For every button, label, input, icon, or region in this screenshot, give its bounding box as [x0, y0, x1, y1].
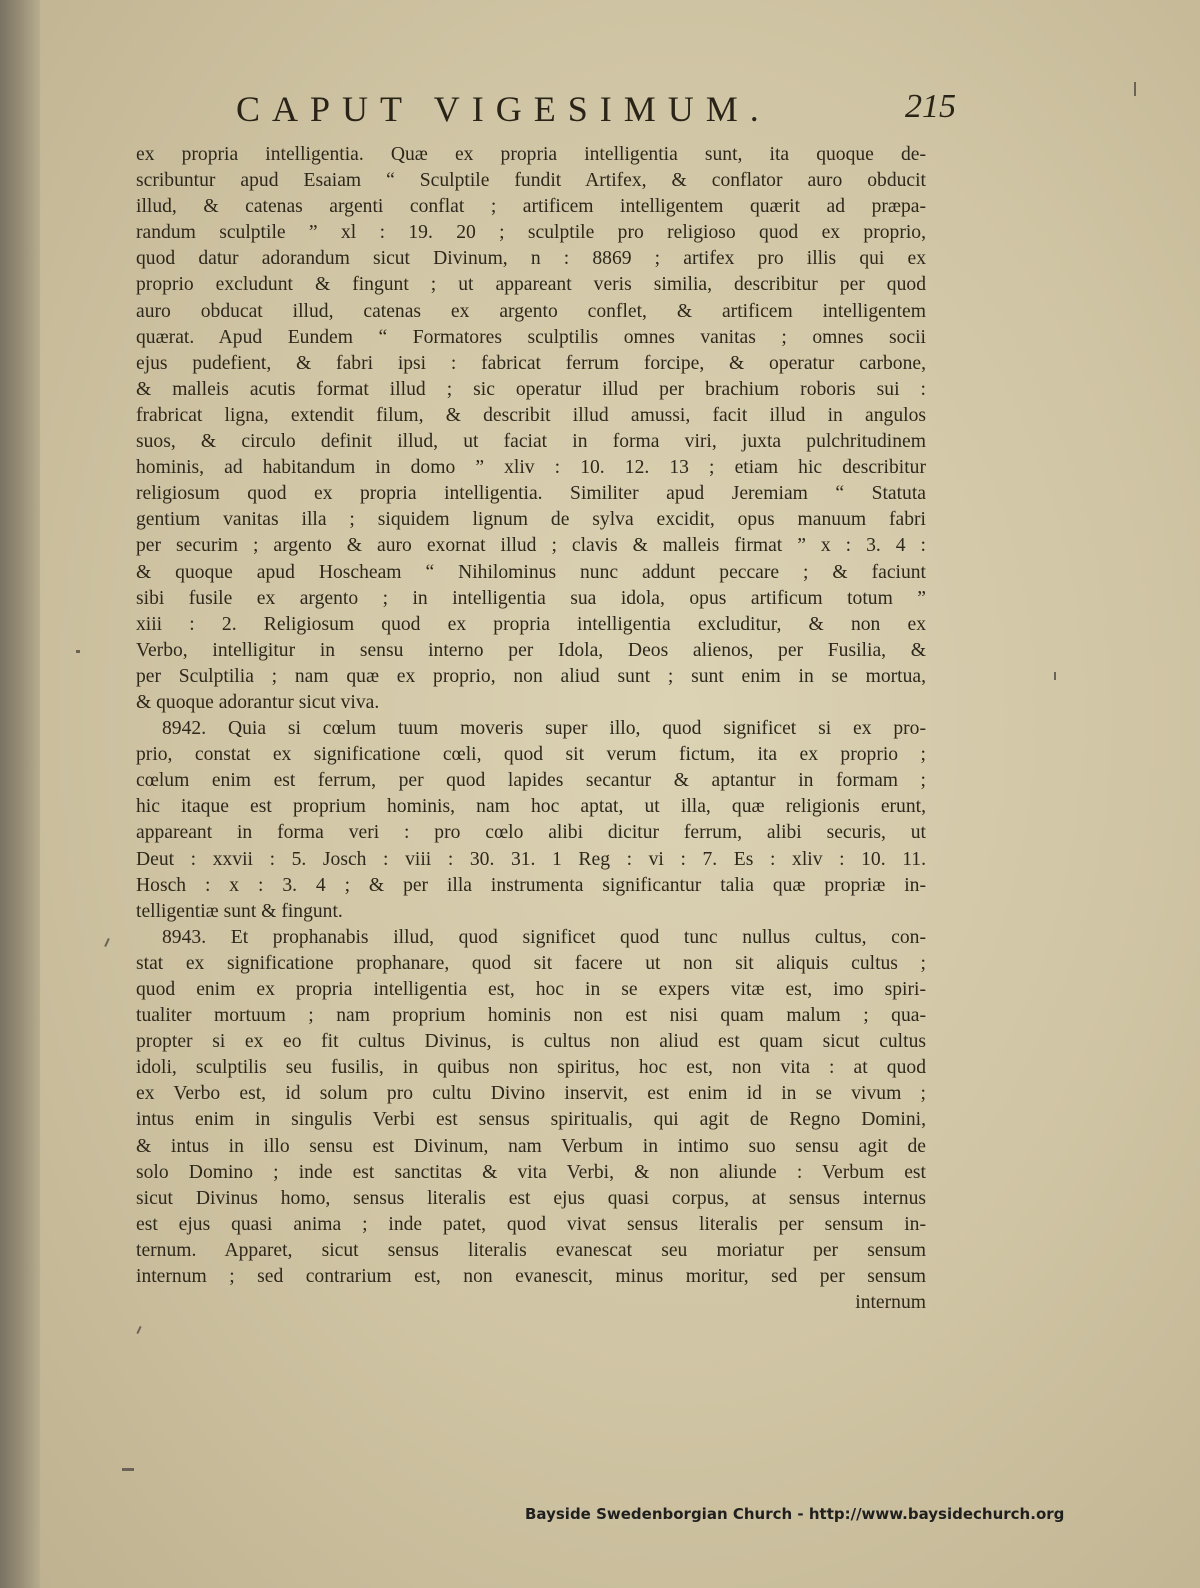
text-line: per Sculptilia ; nam quæ ex proprio, non aliud sunt ; sunt enim in se mortua, — [136, 665, 926, 687]
page-number: 215 — [905, 88, 956, 125]
text-line: quod datur adorandum sicut Divinum, n : 8869 ; artifex pro illis qui ex — [136, 248, 926, 270]
text-line: tualiter mortuum ; nam proprium hominis non est nisi quam malum ; qua- — [136, 1005, 926, 1027]
text-line: scribuntur apud Esaiam “ Sculptile fundit Artifex, & conflator auro obducit — [136, 170, 926, 192]
footer-credit: Bayside Swedenborgian Church - http://www.baysidechurch.org — [525, 1505, 1065, 1523]
text-line: ternum. Apparet, sicut sensus literalis evanescat seu moriatur per sensum — [136, 1239, 926, 1261]
paper-speck — [1134, 82, 1136, 96]
text-line: & quoque adorantur sicut viva. — [136, 691, 380, 713]
text-line: propter si ex eo fit cultus Divinus, is cultus non aliud est quam sicut cultus — [136, 1031, 926, 1053]
page-header — [236, 88, 956, 138]
text-line: quærat. Apud Eundem “ Formatores sculptilis omnes vanitas ; omnes socii — [136, 326, 926, 348]
text-line: telligentiæ sunt & fingunt. — [136, 900, 343, 922]
text-line: xiii : 2. Religiosum quod ex propria intelligentia excluditur, & non ex — [136, 613, 926, 635]
text-line: internum ; sed contrarium est, non evanescit, minus moritur, sed per sensum — [136, 1266, 926, 1288]
text-line: prio, constat ex significatione cœli, quod sit verum fictum, ita ex proprio ; — [136, 744, 926, 766]
text-line: & quoque apud Hoscheam “ Nihilominus nunc addunt peccare ; & faciunt — [136, 561, 926, 583]
text-line: sibi fusile ex argento ; in intelligentia sua idola, opus artificum totum ” — [136, 587, 926, 609]
text-line: solo Domino ; inde est sanctitas & vita Verbi, & non aliunde : Verbum est — [136, 1161, 926, 1183]
body-text — [136, 142, 926, 1316]
text-line: stat ex significatione prophanare, quod sit facere ut non sit aliquis cultus ; — [136, 952, 926, 974]
text-line: randum sculptile ” xl : 19. 20 ; sculptile pro religioso quod ex proprio, — [136, 222, 926, 244]
catchword: internum — [855, 1292, 926, 1314]
text-line: ex Verbo est, id solum pro cultu Divino inservit, est enim id in se vivum ; — [136, 1083, 926, 1105]
text-line: auro obducat illud, catenas ex argento conflet, & artificem intelligentem — [136, 300, 926, 322]
text-line: gentium vanitas illa ; siquidem lignum de sylva excidit, opus manuum fabri — [136, 509, 926, 531]
text-line: illud, & catenas argenti conflat ; artificem intelligentem quærit ad præpa- — [136, 196, 926, 218]
text-line: proprio excludunt & fingunt ; ut appareant veris similia, describitur per quod — [136, 274, 926, 296]
text-line: ex propria intelligentia. Quæ ex propria intelligentia sunt, ita quoque de- — [136, 144, 926, 165]
text-line: idoli, sculptilis seu fusilis, in quibus non spiritus, hoc est, non vita : at quod — [136, 1057, 926, 1079]
paper-speck — [136, 1326, 141, 1334]
paper-speck — [76, 650, 80, 653]
text-line: hominis, ad habitandum in domo ” xliv : 10. 12. 13 ; etiam hic describitur — [136, 457, 926, 479]
text-line: Deut : xxvii : 5. Josch : viii : 30. 31. 1 Reg : vi : 7. Es : xliv : 10. 11. — [136, 848, 926, 870]
text-line: religiosum quod ex propria intelligentia. Similiter apud Jeremiam “ Statuta — [136, 483, 926, 505]
text-line: sicut Divinus homo, sensus literalis est ejus quasi corpus, at sensus internus — [136, 1187, 926, 1209]
book-spine-shadow — [0, 0, 40, 1588]
running-title: CAPUT VIGESIMUM. — [236, 89, 771, 129]
text-line: est ejus quasi anima ; inde patet, quod vivat sensus literalis per sensum in- — [136, 1213, 926, 1235]
text-line: intus enim in singulis Verbi est sensus spiritualis, qui agit de Regno Domini, — [136, 1109, 926, 1131]
text-line: & malleis acutis format illud ; sic operatur illud per brachium roboris sui : — [136, 378, 926, 400]
paper-speck — [122, 1468, 134, 1471]
text-line: frabricat ligna, extendit filum, & describit illud amussi, facit illud in angulos — [136, 404, 926, 426]
paragraph-8942-start: 8942. Quia si cœlum tuum moveris super illo, quod significet si ex pro- — [162, 718, 926, 740]
text-line: ejus pudefient, & fabri ipsi : fabricat ferrum forcipe, & operatur carbone, — [136, 352, 926, 374]
text-line: suos, & circulo definit illud, ut faciat in forma viri, juxta pulchritudinem — [136, 431, 926, 453]
text-line: hic itaque est proprium hominis, nam hoc aptat, ut illa, quæ religionis erunt, — [136, 796, 926, 818]
text-line: appareant in forma veri : pro cœlo alibi dicitur ferrum, alibi securis, ut — [136, 822, 926, 844]
text-line: & intus in illo sensu est Divinum, nam Verbum in intimo suo sensu agit de — [136, 1135, 926, 1157]
text-line: quod enim ex propria intelligentia est, hoc in se expers vitæ est, imo spiri- — [136, 979, 926, 1000]
text-line: Hosch : x : 3. 4 ; & per illa instrumenta significantur talia quæ propriæ in- — [136, 874, 926, 896]
paper-speck — [104, 938, 110, 947]
text-line: per securim ; argento & auro exornat illud ; clavis & malleis firmat ” x : 3. 4 : — [136, 535, 926, 557]
paragraph-8943-start: 8943. Et prophanabis illud, quod significet quod tunc nullus cultus, con- — [162, 926, 926, 948]
text-line: cœlum enim est ferrum, per quod lapides secantur & aptantur in formam ; — [136, 770, 926, 792]
text-line: Verbo, intelligitur in sensu interno per Idola, Deos alienos, per Fusilia, & — [136, 639, 926, 661]
paper-speck — [1054, 672, 1056, 680]
